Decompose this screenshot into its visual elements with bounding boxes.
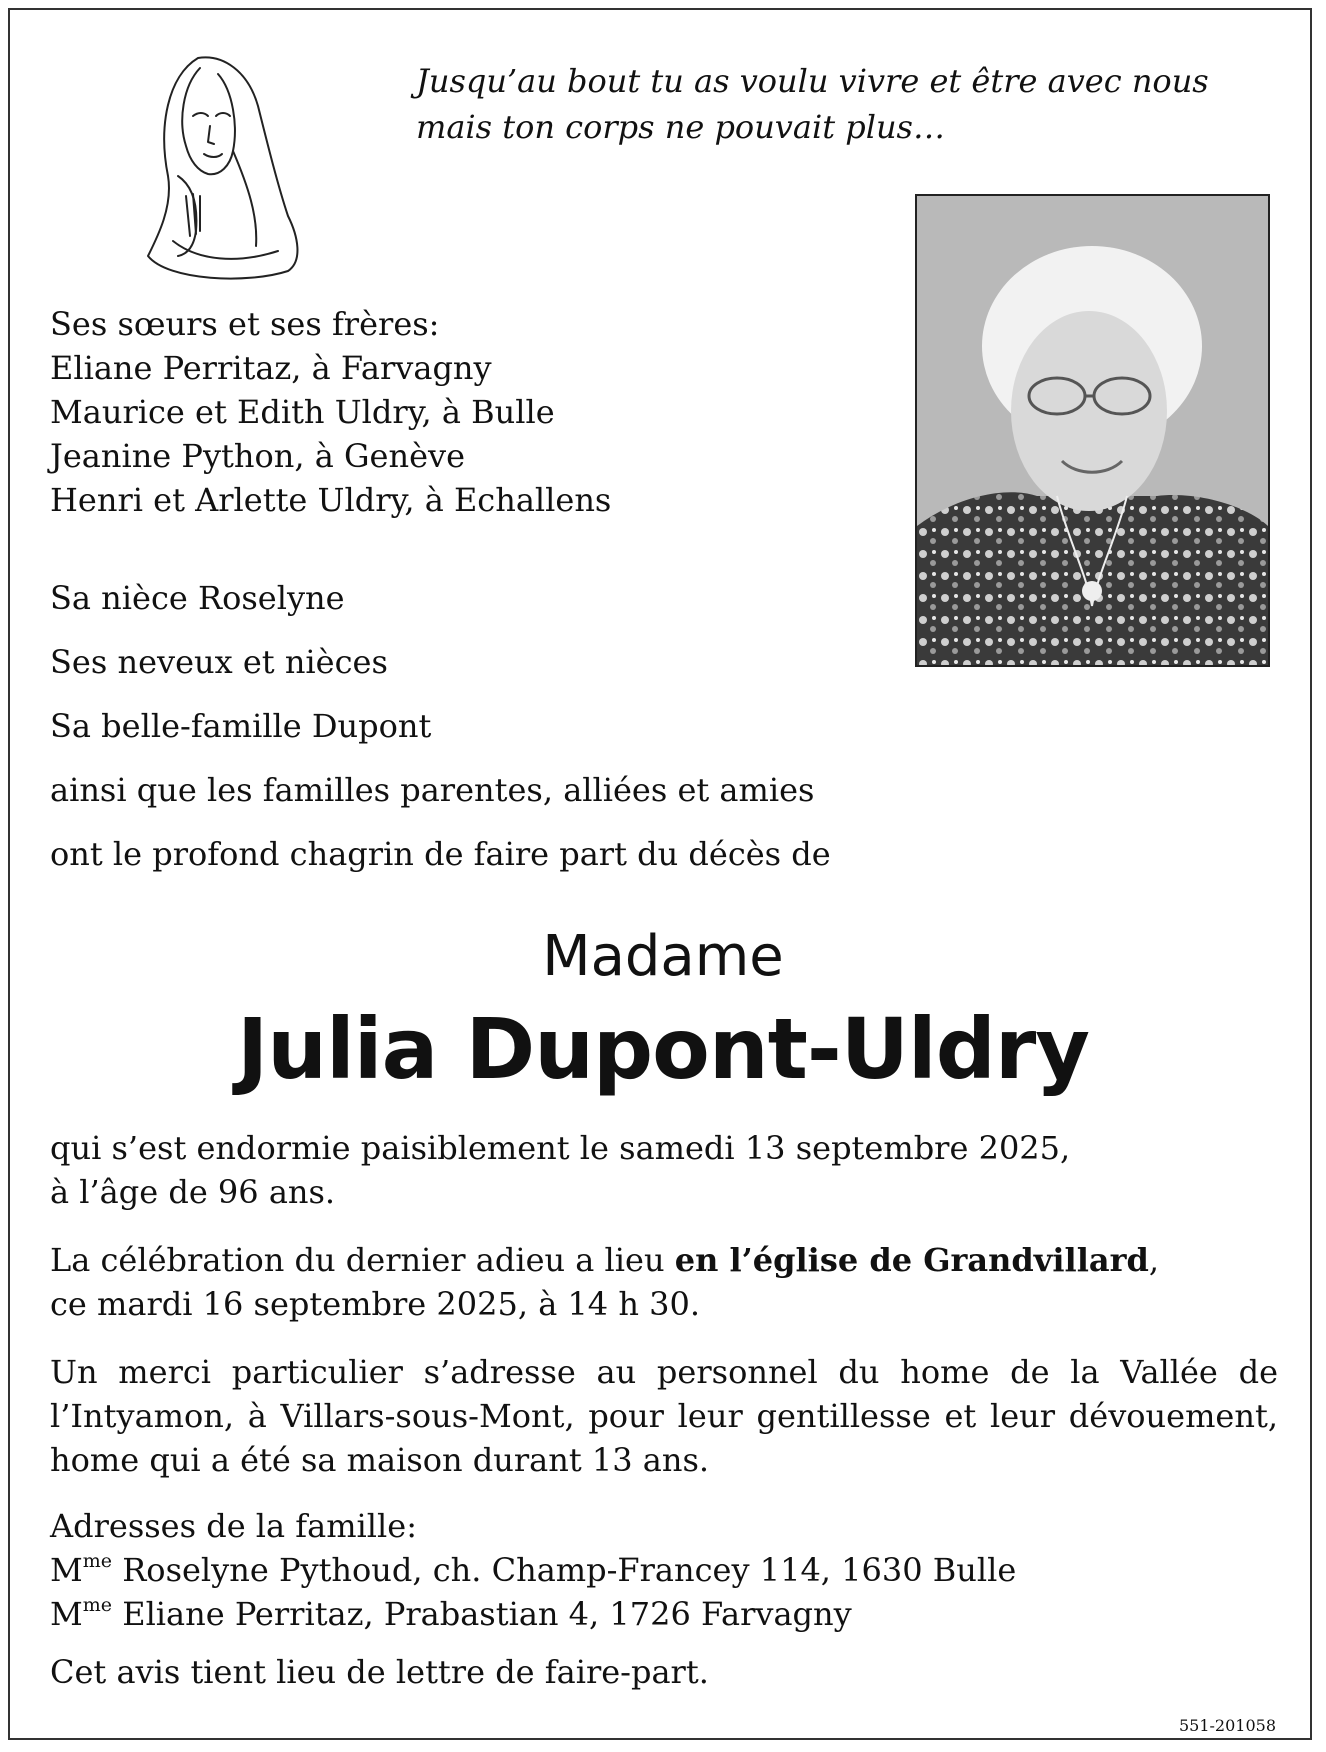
honorific: Madame [542,924,784,989]
sibling-item: Jeanine Python, à Genève [50,437,466,475]
ceremony-location: en l’église de Grandvillard [674,1241,1149,1279]
deceased-name: Julia Dupont-Uldry [236,1000,1090,1098]
epigraph [416,58,1209,150]
ceremony-comma: , [1148,1241,1159,1279]
address-title-sup: me [82,1550,113,1572]
nephews-line: Ses neveux et nièces [50,643,388,681]
sibling-item: Eliane Perritaz, à Farvagny [50,349,492,387]
addresses-block [50,1504,1016,1636]
other-families-line: ainsi que les familles parentes, alliées et amies [50,771,815,809]
death-line-2: à l’âge de 96 ans. [50,1173,336,1211]
siblings-block [50,302,611,522]
address-title: M [50,1595,83,1633]
sibling-item: Maurice et Edith Uldry, à Bulle [50,393,555,431]
address-text: Roselyne Pythoud, ch. Champ-Francey 114, 1630 Bulle [112,1551,1017,1589]
addresses-heading: Adresses de la famille: [50,1507,417,1545]
siblings-heading: Ses sœurs et ses frères: [50,305,440,343]
ceremony-text: La célébration du dernier adieu a lieu [50,1241,675,1279]
portrait-photo [915,194,1270,667]
sibling-item: Henri et Arlette Uldry, à Echallens [50,481,612,519]
closing-line: Cet avis tient lieu de lettre de faire-part. [50,1653,709,1691]
epigraph-line-2: mais ton corps ne pouvait plus… [416,108,945,146]
address-item [50,1592,1016,1636]
portrait-image [917,196,1268,665]
announcement-line: ont le profond chagrin de faire part du décès de [50,835,831,873]
address-item [50,1548,1016,1592]
thanks-paragraph: Un merci particulier s’adresse au personnel du home de la Vallée de l’Intyamon, à Villars-sous-Mont, pour leur gentillesse et leur dévouement, home qui a été sa maison durant 13 ans. [50,1353,1278,1479]
ceremony-line-2: ce mardi 16 septembre 2025, à 14 h 30. [50,1285,700,1323]
address-text: Eliane Perritaz, Prabastian 4, 1726 Farvagny [112,1595,852,1633]
address-title-sup: me [82,1594,113,1616]
praying-woman-illustration [138,46,308,286]
address-title: M [50,1551,83,1589]
ceremony-line-1 [50,1238,1159,1282]
niece-line: Sa nièce Roselyne [50,579,345,617]
epigraph-line-1: Jusqu’au bout tu as voulu vivre et être avec nous [416,62,1209,100]
ceremony-block [50,1238,1159,1326]
in-laws-line: Sa belle-famille Dupont [50,707,432,745]
death-line-1: qui s’est endormie paisiblement le samedi 13 septembre 2025, [50,1129,1071,1167]
reference-number: 551-201058 [1178,1716,1276,1735]
death-block [50,1126,1070,1214]
